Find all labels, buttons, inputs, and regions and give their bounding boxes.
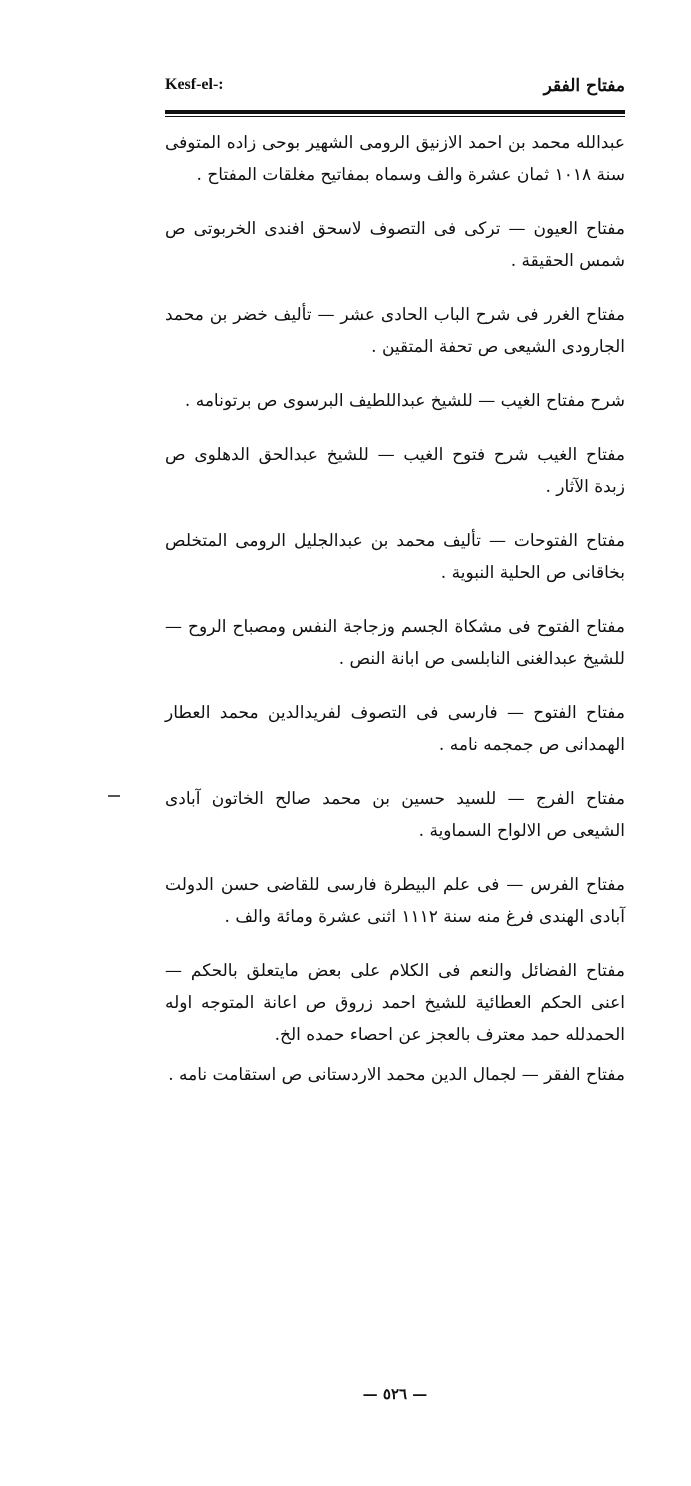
running-header	[165, 70, 625, 100]
entries-text	[165, 127, 625, 1091]
entry-9: مفتاح الفرج — للسيد حسين بن محمد صالح الخاتون آبادى الشيعى ص الالواح السماوية .	[165, 789, 625, 841]
entry-6: مفتاح الفتوحات — تأليف محمد بن عبدالجليل الرومى المتخلص بخاقانى ص الحلية النبوية .	[165, 531, 625, 583]
entry-7: مفتاح الفتوح فى مشكاة الجسم وزجاجة النفس ومصباح الروح — للشيخ عبدالغنى النابلسى ص ابانة النص .	[165, 617, 625, 669]
entry-3: مفتاح الغرر فى شرح الباب الحادى عشر — تأليف خضر بن محمد الجارودى الشيعى ص تحفة المتقين .	[165, 305, 625, 357]
entry-12: مفتاح الفقر — لجمال الدين محمد الاردستانى ص استقامت نامه .	[168, 1065, 625, 1085]
entry-8: مفتاح الفتوح — فارسى فى التصوف لفريدالدين محمد العطار الهمدانى ص جمجمه نامه .	[165, 703, 625, 755]
entry-2: مفتاح العيون — تركى فى التصوف لاسحق افندى الخربوتى ص شمس الحقيقة .	[165, 219, 625, 271]
header-rule-thin	[165, 116, 625, 117]
entry-1: عبدالله محمد بن احمد الازنيق الرومى الشهير بوحى زاده المتوفى سنة ١٠١٨ ثمان عشرة والف وسماه بمفاتيح مغلقات المفتاح .	[165, 133, 625, 185]
margin-mark	[108, 795, 120, 797]
running-title: مفتاح الفقر	[543, 76, 625, 96]
entry-5: مفتاح الغيب شرح فتوح الغيب — للشيخ عبدالحق الدهلوى ص زبدة الآثار .	[165, 445, 625, 497]
page-number: — ٥٢٦ —	[362, 1385, 428, 1403]
entry-4: شرح مفتاح الغيب — للشيخ عبداللطيف البرسوى ص برتونامه .	[184, 391, 625, 411]
entry-10: مفتاح الفرس — فى علم البيطرة فارسى للقاضى حسن الدولت آبادى الهندى فرغ منه سنة ١١١٢ اثنى عشرة ومائة والف .	[165, 875, 625, 927]
header-rule-thick	[165, 110, 625, 114]
entry-11: مفتاح الفضائل والنعم فى الكلام على بعض مايتعلق بالحكم — اعنى الحكم العطائية للشيخ احمد زروق ص اعانة المتوجه اوله الحمدلله حمد معترف بالعجز عن احصاء حمده الخ.	[165, 961, 625, 1045]
book-page	[165, 70, 625, 1450]
book-code: Kesf-el-:	[165, 76, 224, 93]
